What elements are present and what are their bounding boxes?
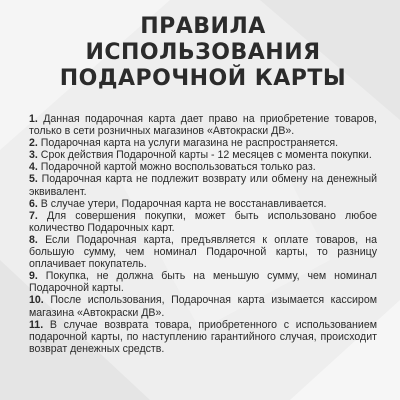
- rule-item: [29, 173, 377, 197]
- rule-text: В случае возврата товара, приобретенного с использованием подарочной карты, по наступлению гарантийного случая, происходит возврат денежных средств.: [29, 318, 377, 355]
- rule-number: 3.: [29, 149, 38, 162]
- rule-text: Подарочной картой можно воспользоваться только раз.: [40, 161, 316, 174]
- rule-number: 2.: [29, 137, 38, 150]
- rule-text: После использования, Подарочная карта изымается кассиром магазина «Автокраски ДВ».: [29, 294, 377, 319]
- rule-item: [29, 270, 377, 294]
- rule-number: 7.: [29, 209, 38, 222]
- rule-number: 10.: [29, 294, 44, 307]
- rule-number: 4.: [29, 161, 38, 174]
- rule-text: В случае утери, Подарочная карта не восстанавливается.: [40, 197, 327, 210]
- title-line-1: ПРАВИЛА ИСПОЛЬЗОВАНИЯ: [85, 14, 321, 65]
- rule-item: [29, 137, 377, 149]
- rule-number: 9.: [29, 270, 38, 283]
- rule-item: [29, 198, 377, 210]
- rule-number: 1.: [29, 113, 38, 125]
- title-line-2: ПОДАРОЧНОЙ КАРТЫ: [59, 66, 347, 91]
- rule-item: [29, 161, 377, 173]
- rule-item: [29, 113, 377, 137]
- rule-text: Подарочная карта на услуги магазина не распространяется.: [40, 137, 339, 150]
- rule-number: 5.: [29, 173, 38, 186]
- rule-text: Подарочная карта не подлежит возврату или обмену на денежный эквивалент.: [29, 173, 377, 198]
- rule-text: Данная подарочная карта дает право на приобретение товаров, только в сети розничных магазинов «Автокраски ДВ».: [29, 113, 377, 138]
- rule-item: [29, 294, 377, 318]
- rule-item: [29, 234, 377, 270]
- rule-text: Покупка, не должна быть на меньшую сумму, чем номинал Подарочной карты.: [29, 270, 377, 295]
- page-title: [29, 14, 377, 92]
- rule-item: [29, 319, 377, 355]
- rule-number: 11.: [29, 318, 44, 331]
- rule-number: 8.: [29, 233, 38, 246]
- rule-text: Если Подарочная карта, предъявляется к оплате товаров, на большую сумму, чем номинал Подарочной карты, то разницу оплачивает покупатель.: [29, 233, 377, 271]
- rule-text: Срок действия Подарочной карты - 12 месяцев с момента покупки.: [40, 149, 372, 162]
- rule-number: 6.: [29, 197, 38, 210]
- rule-item: [29, 210, 377, 234]
- rule-text: Для совершения покупки, может быть использовано любое количество Подарочных карт.: [29, 209, 377, 234]
- rules-list: [29, 113, 377, 355]
- rule-item: [29, 149, 377, 161]
